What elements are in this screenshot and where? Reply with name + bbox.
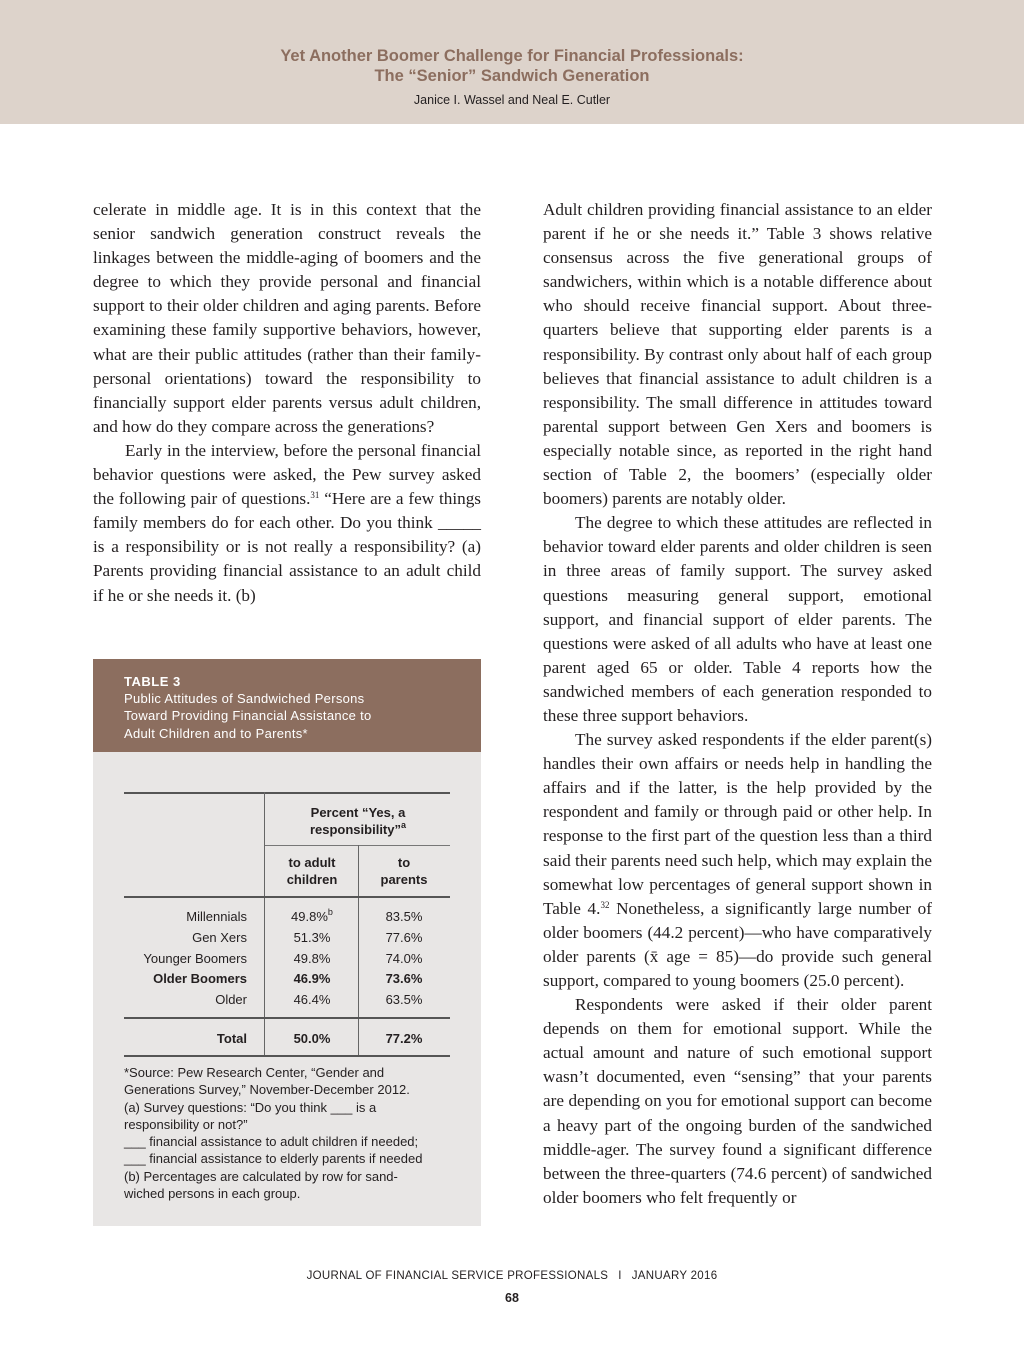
table-rule-header-bottom	[124, 896, 450, 898]
article-title-line2: The “Senior” Sandwich Generation	[374, 67, 650, 85]
cell-adult-children: 46.4%	[293, 992, 331, 1008]
cell-adult-children: 46.9%	[293, 971, 331, 987]
table-note-line: (a) Survey questions: “Do you think ___ is a	[124, 1099, 377, 1115]
group-header	[266, 804, 450, 838]
table-notes	[124, 1064, 454, 1202]
table-title-line2: Toward Providing Financial Assistance to	[124, 708, 372, 724]
cell-parents: 73.6%	[385, 971, 423, 987]
total-label: Total	[216, 1031, 247, 1046]
cell-parents: 63.5%	[385, 992, 423, 1008]
table-rule-top	[124, 792, 450, 794]
right-paragraph-2: The degree to which these attitudes are reflected in behavior toward elder parents and older children is seen in three areas of family support. The survey asked questions measuring general support, emotional support, and financial support of elder parents. The questions were asked of all adults who have at least one parent aged 65 or older. Table 4 reports how the sandwiched members of each generation responded to these three support behaviors.	[543, 513, 932, 725]
cell-parents: 77.6%	[385, 929, 423, 945]
table-note-line: responsibility or not?”	[124, 1116, 248, 1132]
page-footer	[0, 1270, 1024, 1282]
column-header-adult-children	[266, 854, 358, 888]
row-label: Younger Boomers	[143, 950, 247, 966]
footnote-ref-a: a	[401, 820, 407, 830]
article-title	[0, 46, 1024, 86]
column-header-parents-line1: to	[397, 855, 411, 870]
left-paragraph-2	[93, 439, 481, 608]
page-number: 68	[505, 1291, 519, 1305]
table-label: TABLE 3	[124, 674, 181, 689]
table-rule-total-top	[124, 1017, 450, 1019]
table-note-line: *Source: Pew Research Center, “Gender and	[124, 1065, 385, 1080]
cell-parents: 83.5%	[385, 909, 423, 924]
footnote-ref-31: 31	[310, 490, 320, 501]
left-paragraph-2-text-a: Early in the interview, before the personal financial behavior questions were asked, the Pew survey asked the following pair of questions.	[93, 440, 481, 509]
footnote-ref-32: 32	[600, 899, 610, 910]
right-paragraph-1: Adult children providing financial assistance to an elder parent if he or she needs it.” Table 3 shows relative consensus across the five generational groups of sandwichers, within which is a notable difference about who should receive financial support. About three-quarters believe that supporting elder parents is a responsibility. By contrast only about half of each group believes that financial assistance to adult children is a responsibility. The small difference in attitudes toward parental support between Gen Xers and boomers is especially notable since, as reported in the right hand section of Table 2, the boomers’ (especially older boomers) parents are notably older.	[543, 200, 932, 509]
left-paragraph-1: celerate in middle age. It is in this context that the senior sandwich generation construct reveals the linkages between the middle-aging of boomers and the degree to which they provide personal and financial support to their older children and aging parents. Before examining these family supportive behaviors, however, what are their public attitudes (rather than their family-personal orientations) toward the responsibility to financially support elder parents versus adult children, and how do they compare across the generations?	[93, 200, 481, 436]
total-parents: 77.2%	[385, 1031, 423, 1046]
cell-adult-children: 51.3%	[293, 929, 331, 945]
table-title-line1: Public Attitudes of Sandwiched Persons	[124, 691, 365, 706]
issue-date: JANUARY 2016	[631, 1270, 718, 1282]
left-column	[93, 198, 481, 608]
column-header-parents	[358, 854, 450, 888]
cell-parents: 74.0%	[385, 950, 423, 966]
right-paragraph-3-text-b: Nonetheless, a significantly large number of older boomers (44.2 percent)—who have comparatively older parents (x̄ age = 85)—do provide such general support, compared to young boomers (25.0 percent).	[543, 898, 932, 990]
group-header-line2: responsibility”$^a$	[309, 820, 407, 837]
right-paragraph-4: Respondents were asked if their older parent depends on them for emotional support. While the actual amount and nature of such emotional support wasn’t documented, even “sensing” that your parents are depending on you for emotional support can become a heavy part of the ongoing burden of the sandwiched middle-ager. The survey found a significant difference between the three-quarters (74.6 percent) of sandwiched older boomers who felt frequently or	[543, 995, 932, 1207]
left-paragraph-2-text-b: “Here are a few things family members do for each other. Do you think _____ is a responsibility or is not really a responsibility? (a) Parents providing financial assistance to an adult child if he or she needs it. (b)	[93, 489, 481, 605]
table-note-line: ___ financial assistance to elderly parents if needed	[124, 1151, 423, 1167]
row-label: Millennials	[186, 909, 247, 924]
journal-name: JOURNAL OF FINANCIAL SERVICE PROFESSIONALS	[306, 1270, 609, 1282]
table-note-line: wiched persons in each group.	[124, 1186, 301, 1202]
table-note-line: Generations Survey,” November-December 2012.	[124, 1082, 410, 1098]
row-label: Older Boomers	[153, 971, 247, 987]
column-header-parents-line2: parents	[380, 872, 428, 887]
total-adult-children: 50.0%	[293, 1031, 331, 1046]
table-note-line: (b) Percentages are calculated by row for sand-	[124, 1168, 398, 1184]
row-label: Older	[215, 992, 247, 1008]
table-rule-bottom	[124, 1055, 450, 1057]
right-column	[543, 198, 932, 1210]
table-title-line3: Adult Children and to Parents*	[124, 725, 308, 741]
table-3	[93, 659, 481, 1226]
right-paragraph-3-text-a: The survey asked respondents if the elder parent(s) handles their own affairs or needs help in handling the affairs and if the latter, is the help provided by the respondent and family or through paid or other help. In response to the first part of the question less than a third said their parents need such help, which may explain the somewhat low percentages of general support shown in Table 4.	[543, 730, 932, 918]
right-paragraph-3	[543, 728, 932, 993]
cell-adult-children: 49.8%$^b$	[291, 907, 333, 924]
column-header-adult-children-line1: to adult	[288, 855, 336, 870]
table-note-line: ___ financial assistance to adult children if needed;	[124, 1134, 419, 1150]
table-header-band	[93, 659, 481, 752]
column-header-adult-children-line2: children	[286, 872, 338, 887]
article-authors: Janice I. Wassel and Neal E. Cutler	[413, 93, 611, 107]
group-header-line1: Percent “Yes, a	[310, 805, 406, 820]
article-title-line1: Yet Another Boomer Challenge for Financial Professionals:	[280, 47, 744, 65]
cell-adult-children: 49.8%	[293, 950, 331, 966]
header-band	[0, 0, 1024, 124]
footnote-ref-b: b	[327, 907, 333, 917]
footer-separator: I	[618, 1270, 622, 1282]
table-title	[124, 690, 481, 742]
row-label: Gen Xers	[192, 929, 247, 945]
